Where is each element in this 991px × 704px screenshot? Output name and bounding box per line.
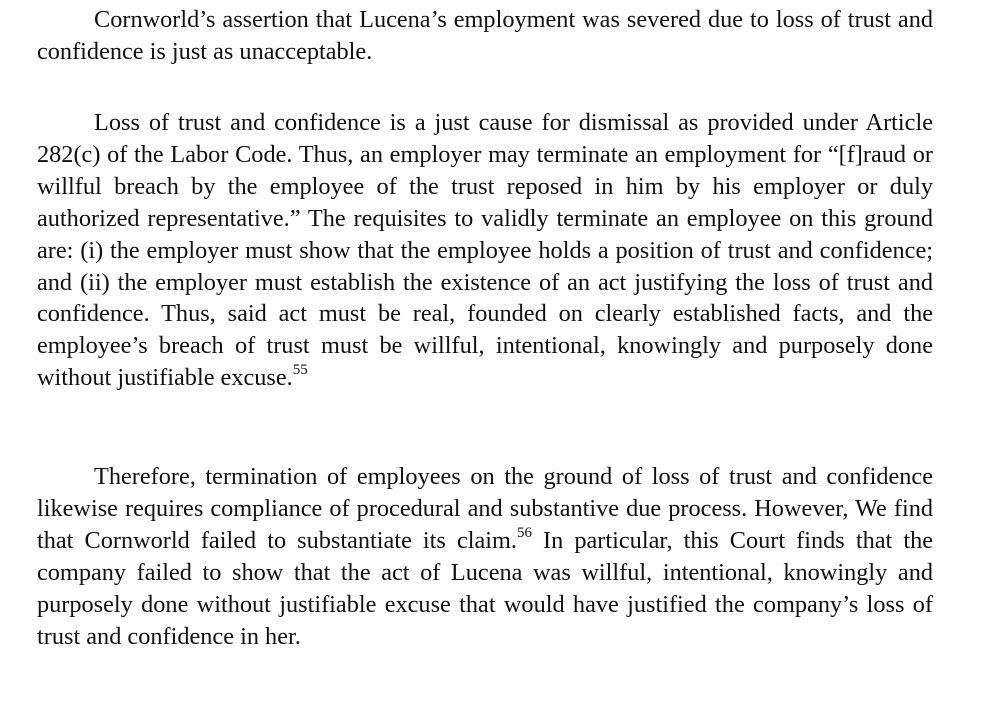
paragraph-3 xyxy=(37,461,933,652)
paragraph-1 xyxy=(37,4,933,68)
footnote-marker-55: 55 xyxy=(292,362,308,379)
paragraph-3-text-before: Therefore, termination of employees on the ground of loss of trust and confidence likewise requires compliance of procedural and substantive due process. However, We find that Cornworld failed to substantiate its claim. xyxy=(37,463,933,554)
paragraph-2 xyxy=(37,107,933,394)
footnote-marker-56: 56 xyxy=(517,524,532,541)
paragraph-1-text: Cornworld’s assertion that Lucena’s employment was severed due to loss of trust and confidence is just as unacceptable. xyxy=(37,6,933,65)
paragraph-3-text-after: In particular, this Court finds that the company failed to show that the act of Lucena was willful, intentional, knowingly and purposely done without justifiable excuse that would have justified the company’s loss of trust and confidence in her. xyxy=(37,526,934,650)
paragraph-2-text: Loss of trust and confidence is a just cause for dismissal as provided under Article 282(c) of the Labor Code. Thus, an employer may terminate an employment for “[f]raud or willful breach by the employee of the trust reposed in him by his employer or duly authorized representative.” The requisites to validly terminate an employee on this ground are: (i) the employer must show that the employee holds a position of trust and confidence; and (ii) the employer must establish the existence of an act justifying the loss of trust and confidence. Thus, said act must be real, founded on clearly established facts, and the employee’s breach of trust must be willful, intentional, knowingly and purposely done without justifiable excuse. xyxy=(37,109,933,392)
